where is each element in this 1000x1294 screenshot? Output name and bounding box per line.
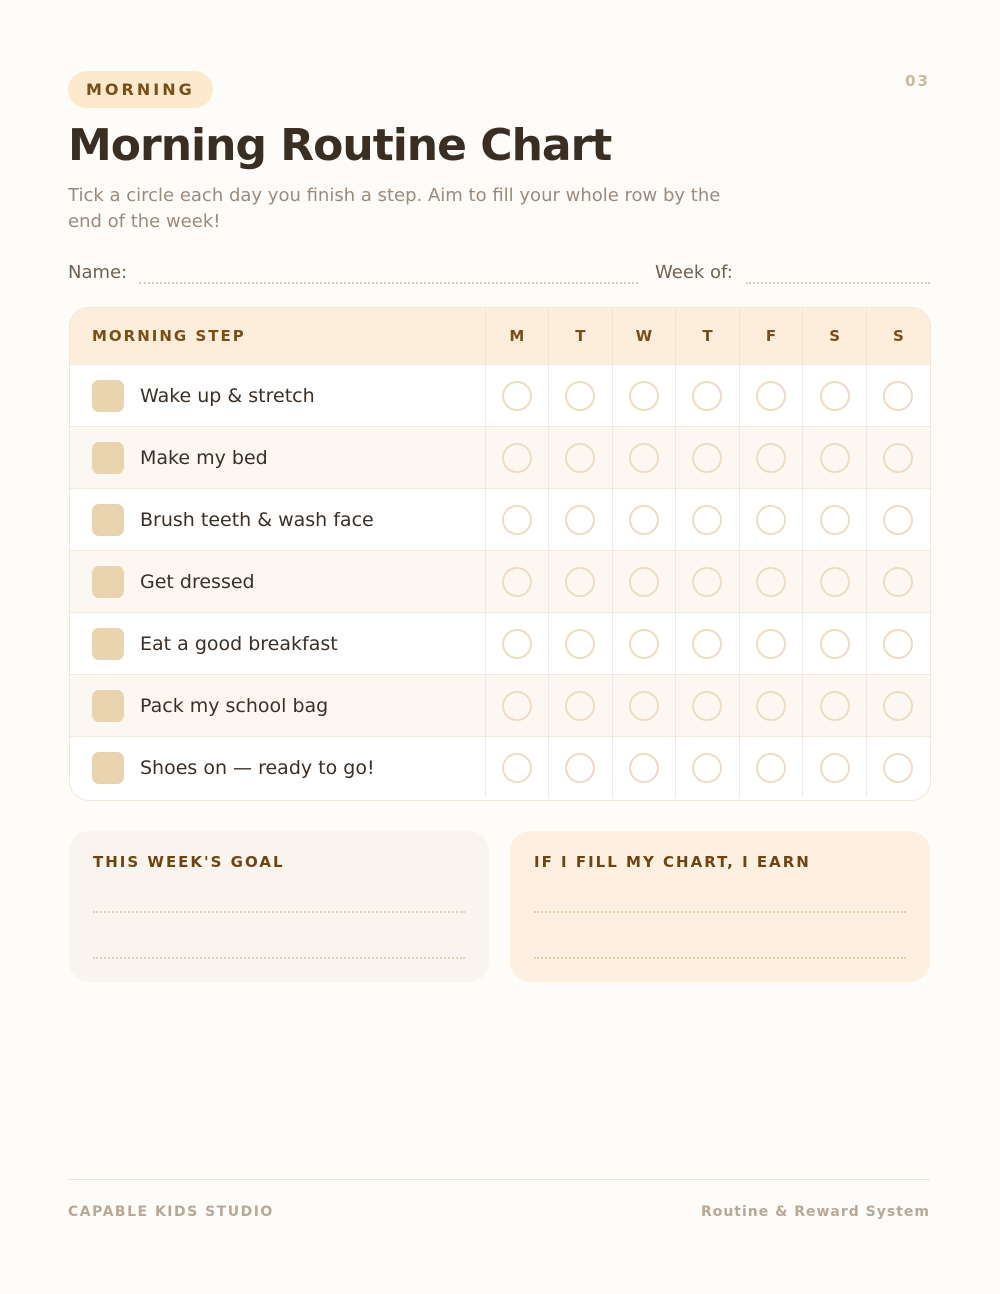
day-cell: [866, 675, 930, 737]
table-body: [70, 365, 930, 799]
tick-circle[interactable]: [502, 567, 532, 597]
tick-circle[interactable]: [629, 567, 659, 597]
day-cell: [485, 613, 549, 675]
day-cell: [739, 427, 803, 489]
day-cell: [739, 551, 803, 613]
day-cell: [803, 551, 867, 613]
tick-circle[interactable]: [820, 443, 850, 473]
tick-circle[interactable]: [565, 753, 595, 783]
footer-divider: [68, 1179, 930, 1180]
day-cell: [612, 613, 676, 675]
goal-card-title: THIS WEEK'S GOAL: [93, 853, 285, 871]
day-cell: [803, 365, 867, 427]
day-cell: [676, 613, 740, 675]
step-icon-square: [92, 380, 124, 412]
reward-card: [510, 831, 930, 982]
name-label: Name:: [68, 262, 128, 283]
tick-circle[interactable]: [820, 381, 850, 411]
tick-circle[interactable]: [820, 505, 850, 535]
tick-circle[interactable]: [820, 567, 850, 597]
day-cell: [549, 551, 613, 613]
tick-circle[interactable]: [565, 629, 595, 659]
step-label: Pack my school bag: [140, 694, 329, 717]
week-label: Week of:: [655, 262, 733, 283]
day-cell: [612, 675, 676, 737]
day-cell: [676, 737, 740, 799]
table-row: [70, 551, 930, 613]
step-icon-square: [92, 628, 124, 660]
day-cell: [676, 675, 740, 737]
reward-line[interactable]: [534, 957, 906, 959]
tick-circle[interactable]: [883, 629, 913, 659]
step-icon-square: [92, 442, 124, 474]
reward-line[interactable]: [534, 911, 906, 913]
day-cell: [866, 551, 930, 613]
tick-circle[interactable]: [692, 505, 722, 535]
goal-line[interactable]: [93, 911, 465, 913]
table-header-row: [70, 308, 930, 365]
tick-circle[interactable]: [692, 691, 722, 721]
step-label: Shoes on — ready to go!: [140, 756, 375, 779]
tick-circle[interactable]: [820, 691, 850, 721]
tick-circle[interactable]: [629, 753, 659, 783]
section-badge: MORNING: [68, 71, 213, 108]
day-cell: [549, 365, 613, 427]
tick-circle[interactable]: [756, 691, 786, 721]
tick-circle[interactable]: [756, 629, 786, 659]
step-cell: [70, 365, 485, 427]
tick-circle[interactable]: [692, 381, 722, 411]
tick-circle[interactable]: [629, 629, 659, 659]
name-week-fields: [68, 260, 930, 290]
tick-circle[interactable]: [883, 567, 913, 597]
table-row: [70, 427, 930, 489]
footer-series: Routine & Reward System: [700, 1204, 930, 1220]
day-cell: [549, 613, 613, 675]
weekly-goal-card: [69, 831, 489, 982]
tick-circle[interactable]: [502, 629, 532, 659]
day-cell: [612, 551, 676, 613]
day-cell: [676, 551, 740, 613]
day-cell: [866, 427, 930, 489]
tick-circle[interactable]: [502, 381, 532, 411]
tick-circle[interactable]: [756, 567, 786, 597]
tick-circle[interactable]: [756, 753, 786, 783]
tick-circle[interactable]: [756, 381, 786, 411]
step-label: Get dressed: [140, 570, 255, 593]
table-row: [70, 489, 930, 551]
step-cell: [70, 737, 485, 799]
day-cell: [612, 365, 676, 427]
tick-circle[interactable]: [692, 567, 722, 597]
step-label: Make my bed: [140, 446, 268, 469]
day-cell: [676, 427, 740, 489]
day-cell: [549, 675, 613, 737]
tick-circle[interactable]: [756, 443, 786, 473]
table-row: [70, 737, 930, 799]
day-header: T: [549, 308, 613, 365]
week-field[interactable]: [746, 282, 930, 284]
day-cell: [866, 365, 930, 427]
day-cell: [485, 489, 549, 551]
tick-circle[interactable]: [565, 691, 595, 721]
step-cell: [70, 613, 485, 675]
tick-circle[interactable]: [502, 443, 532, 473]
day-cell: [612, 427, 676, 489]
tick-circle[interactable]: [883, 505, 913, 535]
tick-circle[interactable]: [883, 753, 913, 783]
day-cell: [549, 427, 613, 489]
day-cell: [803, 613, 867, 675]
day-cell: [739, 489, 803, 551]
day-cell: [803, 675, 867, 737]
goal-line[interactable]: [93, 957, 465, 959]
step-label: Eat a good breakfast: [140, 632, 338, 655]
tick-circle[interactable]: [820, 753, 850, 783]
day-cell: [866, 489, 930, 551]
step-icon-square: [92, 752, 124, 784]
day-cell: [485, 737, 549, 799]
tick-circle[interactable]: [502, 691, 532, 721]
step-cell: [70, 427, 485, 489]
day-cell: [612, 489, 676, 551]
day-cell: [485, 675, 549, 737]
footer-brand: CAPABLE KIDS STUDIO: [68, 1204, 274, 1220]
day-cell: [739, 737, 803, 799]
step-label: Wake up & stretch: [140, 384, 315, 407]
routine-chart: [69, 307, 931, 801]
tick-circle[interactable]: [629, 381, 659, 411]
tick-circle[interactable]: [692, 443, 722, 473]
step-icon-square: [92, 504, 124, 536]
day-cell: [549, 737, 613, 799]
step-column-header: MORNING STEP: [70, 308, 485, 365]
tick-circle[interactable]: [565, 567, 595, 597]
day-cell: [803, 489, 867, 551]
day-cell: [485, 551, 549, 613]
page-number: 03: [905, 72, 930, 90]
tick-circle[interactable]: [883, 381, 913, 411]
tick-circle[interactable]: [883, 443, 913, 473]
day-cell: [803, 737, 867, 799]
day-cell: [866, 737, 930, 799]
step-cell: [70, 675, 485, 737]
reward-card-title: IF I FILL MY CHART, I EARN: [534, 853, 811, 871]
tick-circle[interactable]: [692, 629, 722, 659]
day-header: F: [739, 308, 803, 365]
day-header: S: [803, 308, 867, 365]
routine-table: [70, 308, 930, 798]
tick-circle[interactable]: [629, 505, 659, 535]
table-row: [70, 365, 930, 427]
tick-circle[interactable]: [692, 753, 722, 783]
tick-circle[interactable]: [565, 443, 595, 473]
tick-circle[interactable]: [502, 505, 532, 535]
step-cell: [70, 489, 485, 551]
step-icon-square: [92, 690, 124, 722]
day-cell: [739, 675, 803, 737]
day-cell: [739, 365, 803, 427]
tick-circle[interactable]: [883, 691, 913, 721]
tick-circle[interactable]: [502, 753, 532, 783]
tick-circle[interactable]: [820, 629, 850, 659]
day-cell: [485, 365, 549, 427]
step-cell: [70, 551, 485, 613]
table-row: [70, 675, 930, 737]
day-header: W: [612, 308, 676, 365]
day-cell: [866, 613, 930, 675]
page-title: Morning Routine Chart: [68, 120, 612, 171]
tick-circle[interactable]: [565, 505, 595, 535]
day-header: M: [485, 308, 549, 365]
day-header: S: [866, 308, 930, 365]
day-cell: [676, 489, 740, 551]
day-cell: [612, 737, 676, 799]
page-subtitle: Tick a circle each day you finish a step. Aim to fill your whole row by the end of the week!: [68, 185, 721, 232]
name-field[interactable]: [139, 282, 638, 284]
tick-circle[interactable]: [629, 443, 659, 473]
table-row: [70, 613, 930, 675]
step-icon-square: [92, 566, 124, 598]
day-cell: [485, 427, 549, 489]
tick-circle[interactable]: [565, 381, 595, 411]
tick-circle[interactable]: [756, 505, 786, 535]
day-cell: [739, 613, 803, 675]
day-cell: [676, 365, 740, 427]
day-header: T: [676, 308, 740, 365]
day-cell: [549, 489, 613, 551]
tick-circle[interactable]: [629, 691, 659, 721]
day-cell: [803, 427, 867, 489]
step-label: Brush teeth & wash face: [140, 508, 374, 531]
